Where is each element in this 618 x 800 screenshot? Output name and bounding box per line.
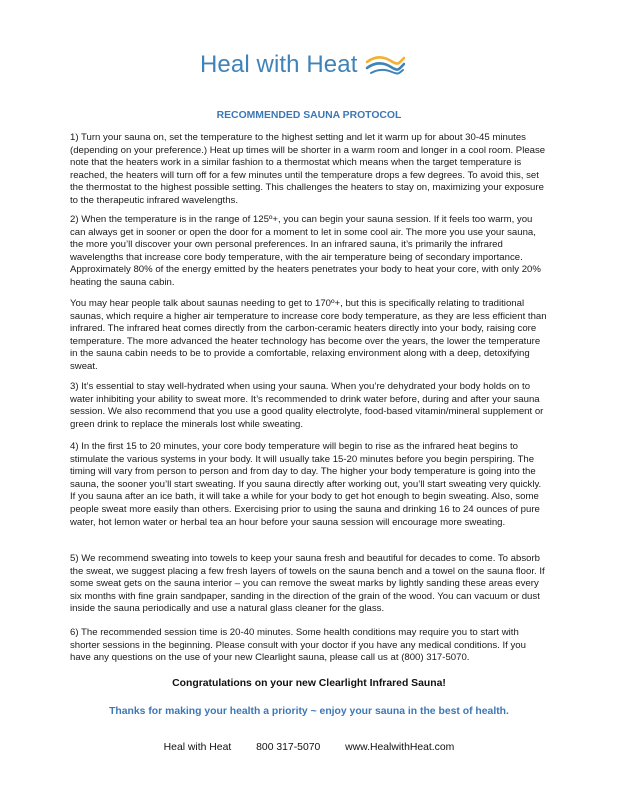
paragraph-step-4: 4) In the first 15 to 20 minutes, your core body temperature will begin to rise as the infrared heat begins to stimulate the various systems in your body. It will usually take 15-20 minutes before you begin perspiring. The timing will vary from person to person and from day to day. The higher your body temperature is going into the sauna, the sooner you’ll start sweating. If you sauna directly after working out, you’ll start sweating very quickly. If you sauna after an ice bath, it will take a while for your body to get hot enough to begin sweating. Also, some people sweat more easily than others. Exercising prior to using the sauna and drinking 16 to 24 ounces of pure water, hot lemon water or herbal tea an hour before your sauna session will encourage more sweating.: [70, 441, 542, 528]
congratulations-line: Congratulations on your new Clearlight Infrared Sauna!: [172, 678, 446, 689]
footer-phone: 800 317-5070: [256, 742, 321, 753]
footer: [0, 742, 618, 753]
footer-website: www.HealwithHeat.com: [345, 742, 455, 753]
brand-logo: [200, 48, 405, 82]
paragraph-step-1: 1) Turn your sauna on, set the temperature to the highest setting and let it warm up for about 30-45 minutes (depending on your preference.) Heat up times will be shorter in a warm room and longer in a cool room. Please note that the heaters work in a similar fashion to a thermostat which means when the target temperature is reached, the heaters will turn off for a few minutes until the temperature drops a few degrees. To avoid this, set the thermostat to the highest possible setting. This challenges the heaters to stay on, maximizing your exposure to the therapeutic infrared wavelengths.: [70, 132, 546, 206]
paragraph-step-5: 5) We recommend sweating into towels to keep your sauna fresh and beautiful for decades to come. To absorb the sweat, we suggest placing a few fresh layers of towels on the sauna bench and a towel on the sauna floor. If some sweat gets on the sauna interior – you can remove the sweat marks by lightly sanding these areas every six months with fine grain sandpaper, sanding in the direction of the grain of the wood. You can vacuum or dust inside the sauna periodically and use a natural glass cleaner for the glass.: [70, 553, 545, 615]
paragraph-step-3: 3) It’s essential to stay well-hydrated when using your sauna. When you’re dehydrated your body holds on to water inhibiting your ability to sweat more. It’s recommended to drink water before, during and after your sauna session. We also recommend that you use a good quality electrolyte, food-based vitamin/mineral supplement or green drink to replace the minerals lost while sweating.: [70, 381, 544, 430]
thanks-line: Thanks for making your health a priority ~ enjoy your sauna in the best of health.: [109, 706, 509, 717]
paragraph-step-6: 6) The recommended session time is 20-40 minutes. Some health conditions may require you to start with shorter sessions in the beginning. Please consult with your doctor if you have any medical conditions. If you have any questions on the use of your new Clearlight sauna, please call us at (800) 317-5070.: [70, 627, 526, 664]
footer-company: Heal with Heat: [163, 742, 232, 753]
paragraph-step-2: 2) When the temperature is in the range of 125º+, you can begin your sauna session. If it feels too warm, you can always get in sooner or open the door for a moment to let in some cool air. The more you use your sauna, the more you’ll discover your own personal preferences. In an infrared sauna, it’s primarily the infrared wavelengths that increase core body temperature, with the air temperature being of secondary importance. Approximately 80% of the energy emitted by the heaters penetrates your body to heat your core, with only 20% heating the sauna cabin.: [70, 214, 541, 288]
paragraph-traditional-saunas: You may hear people talk about saunas needing to get to 170º+, but this is specifically relating to traditional saunas, which require a higher air temperature to increase core body temperature, as they are less efficient than infrared. The infrared heat comes directly from the carbon-ceramic heaters directly into your body, raising core temperature. The more advanced the heater technology has become over the years, the lower the temperature in the sauna cabin needs to be to provide a comfortable, relaxing environment along with a deep, detoxifying sweat.: [70, 298, 547, 372]
brand-name: Heal with Heat: [200, 51, 358, 78]
waves-icon: [365, 53, 405, 77]
document-title: RECOMMENDED SAUNA PROTOCOL: [216, 110, 402, 121]
